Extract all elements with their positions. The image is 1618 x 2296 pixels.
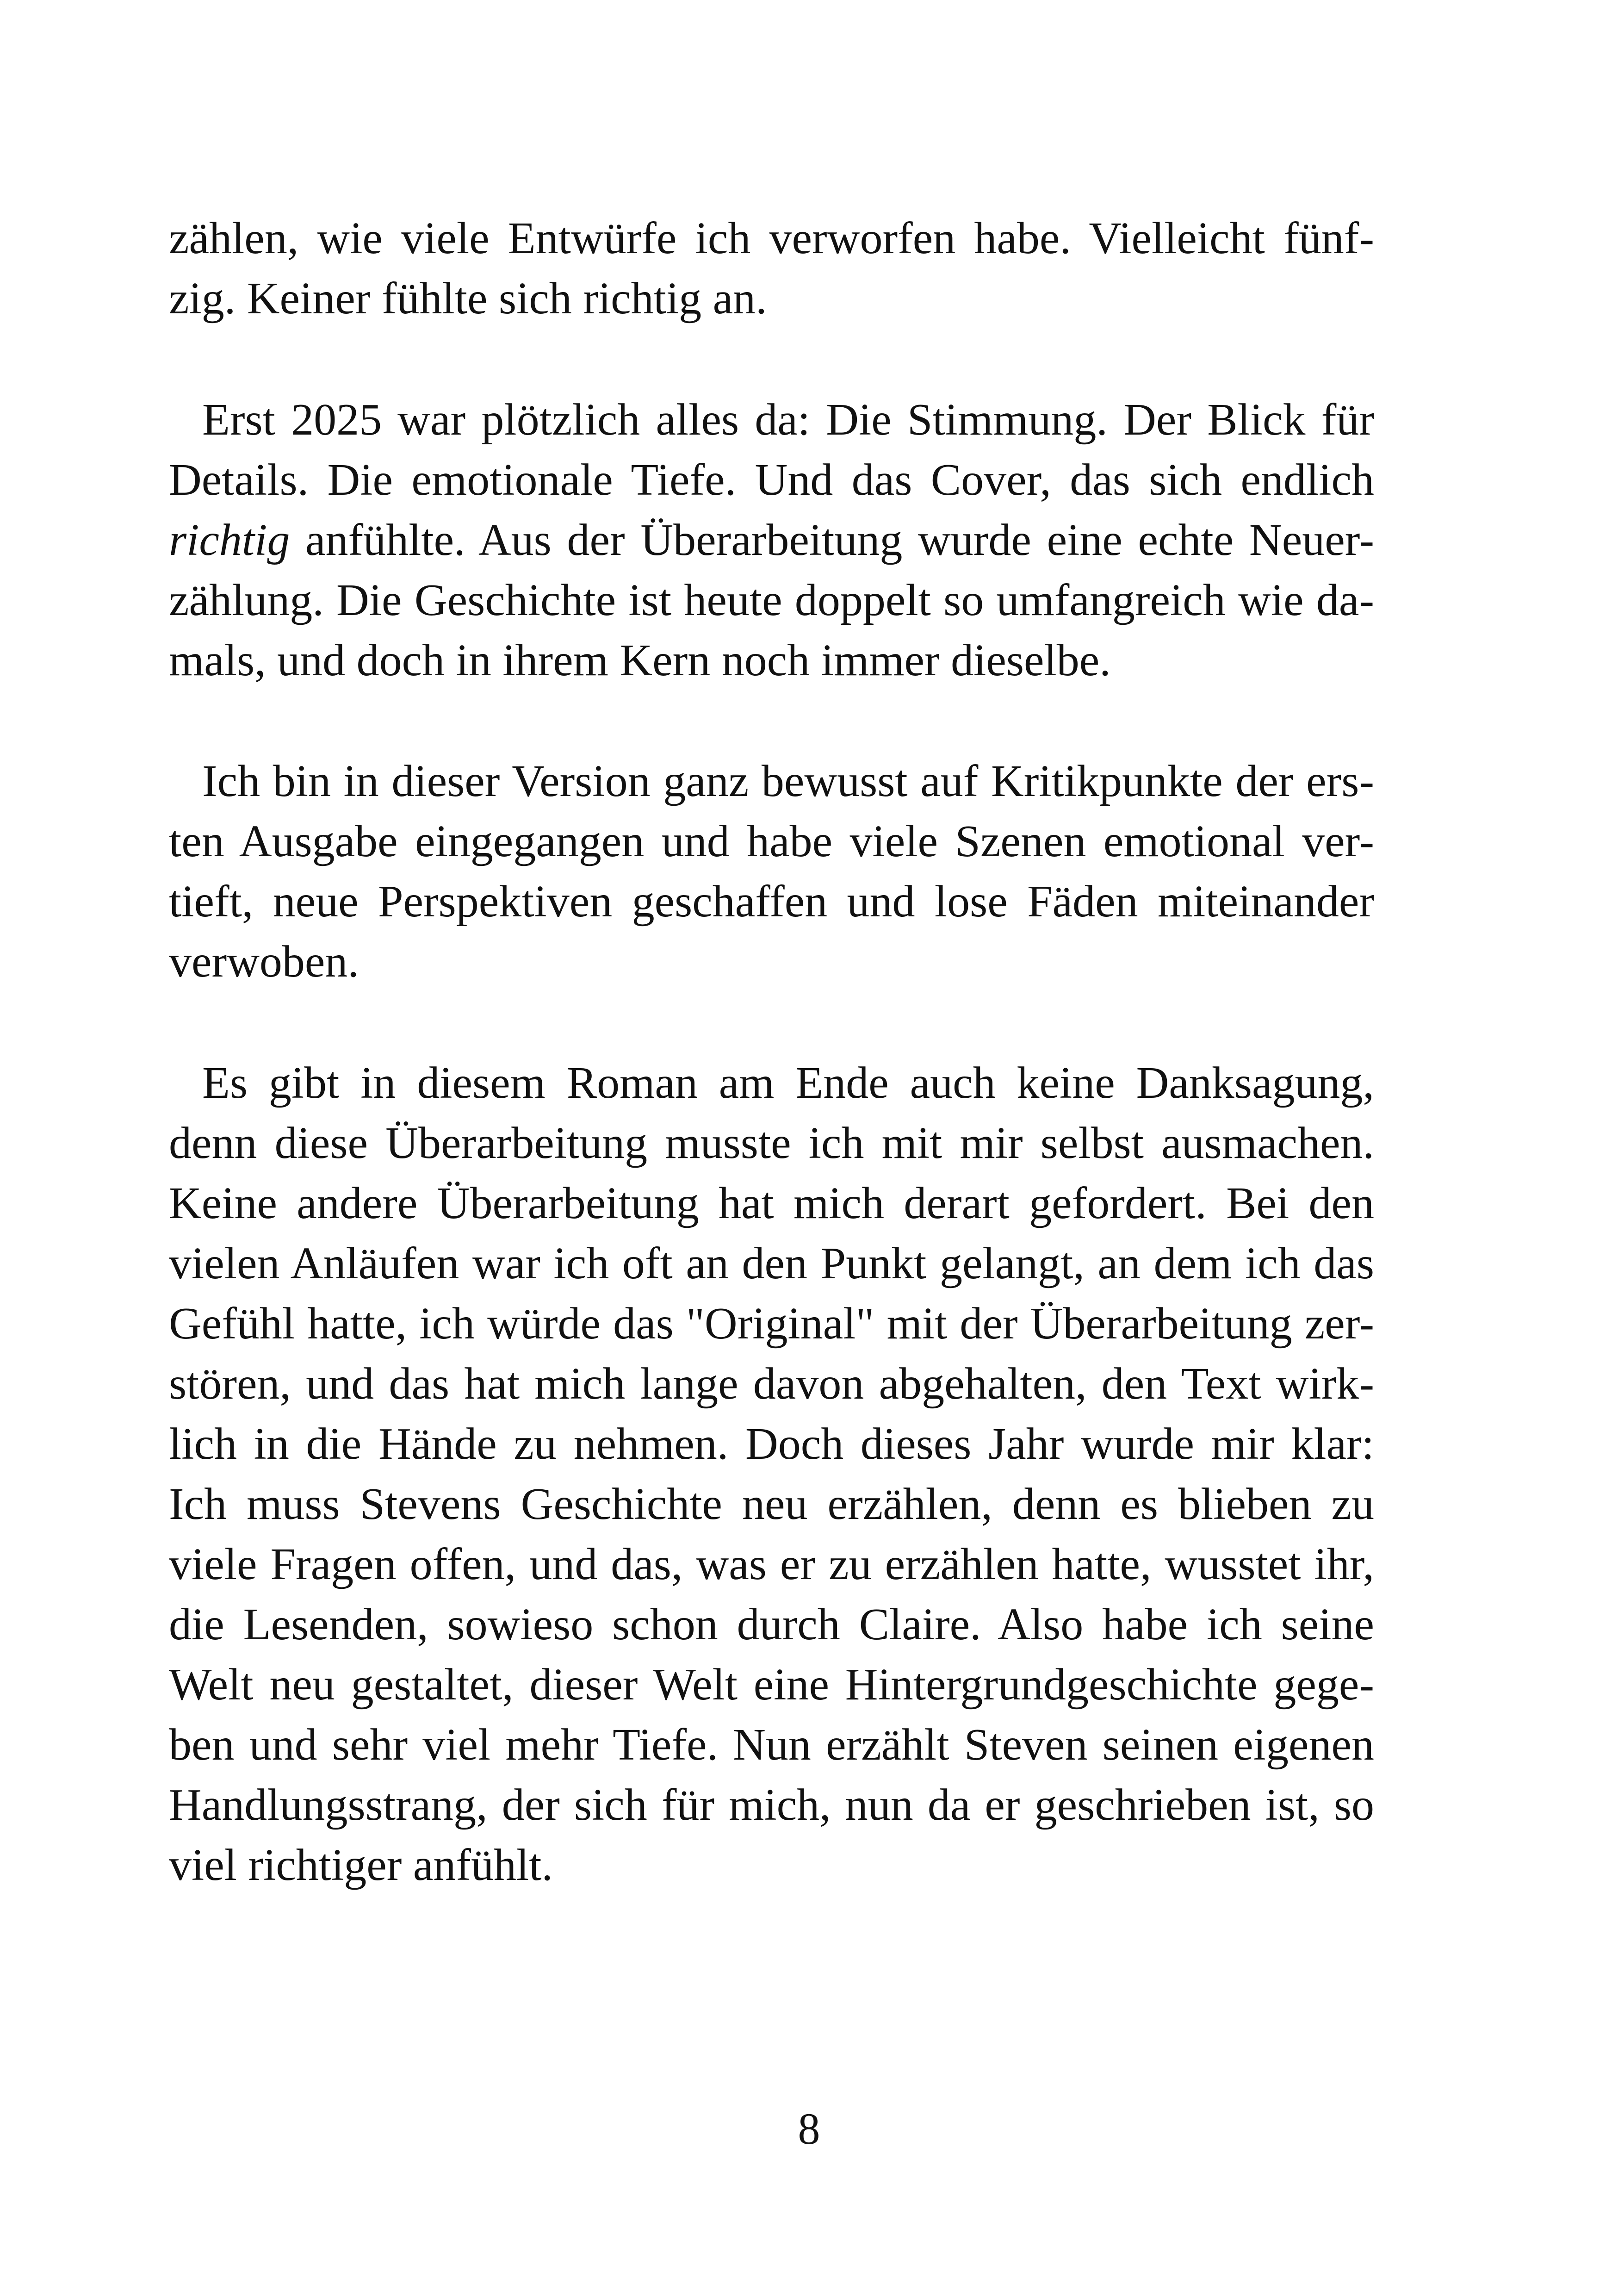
paragraph-3	[169, 751, 1374, 992]
line: tieft, neue Perspektiven geschaffen und lose Fäden miteinander	[169, 877, 1374, 927]
emphasis-richtig: richtig	[169, 515, 290, 565]
line: Keine andere Überarbeitung hat mich derart gefordert. Bei den	[169, 1178, 1374, 1228]
paragraph-4	[169, 1053, 1374, 1895]
line: viele Fragen offen, und das, was er zu erzählen hatte, wusstet ihr,	[169, 1539, 1374, 1589]
page-number: 8	[798, 2104, 820, 2153]
paragraph-4-text	[169, 1053, 1374, 1895]
line: stören, und das hat mich lange davon abgehalten, den Text wirk-	[169, 1359, 1374, 1409]
paragraph-1	[169, 208, 1374, 329]
line: vielen Anläufen war ich oft an den Punkt gelangt, an dem ich das	[169, 1238, 1374, 1288]
line: Es gibt in diesem Roman am Ende auch keine Danksagung,	[202, 1058, 1374, 1108]
line: Ich muss Stevens Geschichte neu erzählen, denn es blieben zu	[169, 1479, 1374, 1529]
line: die Lesenden, sowieso schon durch Claire. Also habe ich seine	[169, 1599, 1374, 1649]
line: Ich bin in dieser Version ganz bewusst auf Kritikpunkte der ers-	[202, 756, 1374, 806]
paragraph-2-text	[169, 390, 1374, 691]
line: viel richtiger anfühlt.	[169, 1840, 553, 1890]
line: Gefühl hatte, ich würde das "Original" mit der Überarbeitung zer-	[169, 1299, 1374, 1349]
line: anfühlte. Aus der Überarbeitung wurde eine echte Neuer-	[305, 515, 1374, 565]
line: Details. Die emotionale Tiefe. Und das Cover, das sich endlich	[169, 455, 1374, 505]
line: ten Ausgabe eingegangen und habe viele Szenen emotional ver-	[169, 816, 1374, 866]
line: Erst 2025 war plötzlich alles da: Die Stimmung. Der Blick für	[202, 395, 1374, 445]
line: zählen, wie viele Entwürfe ich verworfen habe. Vielleicht fünf-	[169, 213, 1374, 263]
line: lich in die Hände zu nehmen. Doch dieses Jahr wurde mir klar:	[169, 1419, 1374, 1469]
line: ben und sehr viel mehr Tiefe. Nun erzählt Steven seinen eigenen	[169, 1720, 1374, 1770]
line: denn diese Überarbeitung musste ich mit mir selbst ausmachen.	[169, 1118, 1374, 1168]
line: verwoben.	[169, 937, 359, 987]
paragraph-2	[169, 390, 1374, 691]
line: mals, und doch in ihrem Kern noch immer dieselbe.	[169, 635, 1111, 685]
paragraph-3-text	[169, 751, 1374, 992]
paragraph-1-text	[169, 208, 1374, 329]
line: Welt neu gestaltet, dieser Welt eine Hintergrundgeschichte gege-	[169, 1660, 1374, 1710]
line: zählung. Die Geschichte ist heute doppelt so umfangreich wie da-	[169, 575, 1374, 625]
line: Handlungsstrang, der sich für mich, nun da er geschrieben ist, so	[169, 1780, 1374, 1830]
line: zig. Keiner fühlte sich richtig an.	[169, 274, 767, 324]
